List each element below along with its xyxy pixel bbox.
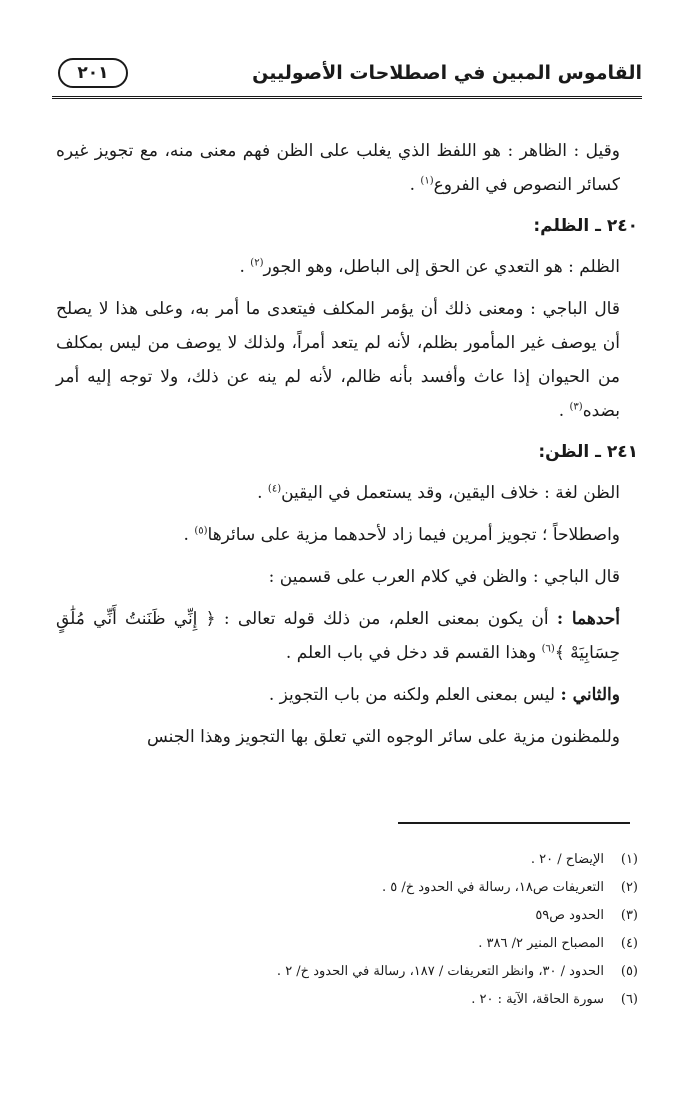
footnote-item: (٤) المصباح المنير ٢/ ٣٨٦ . xyxy=(478,936,638,951)
paragraph-baji-zann: قال الباجي : والظن في كلام العرب على قسمين : xyxy=(268,567,620,587)
running-title: القاموس المبين في اصطلاحات الأصوليين xyxy=(252,62,642,84)
footnote-ref-6[interactable]: (٦) xyxy=(541,643,555,655)
paragraph-first-kind: أحدهما : أن يكون بمعنى العلم، من ذلك قوله تعالى : ﴿ إِنِّي ظَنَنتُ أَنِّي مُلَٰقٍ حِسَابِيَهْ ﴾$^{(٦)}$ وهذا القسم قد دخل في باب العلم . xyxy=(56,609,620,663)
heading-240-zulm: ٢٤٠ ـ الظلم: xyxy=(533,216,638,236)
header-rule xyxy=(52,96,642,99)
paragraph-zann-lugha: الظن لغة : خلاف اليقين، وقد يستعمل في اليقين$^{(٤)}$ . xyxy=(257,483,620,503)
footnote-item: (٢) التعريفات ص١٨، رسالة في الحدود خ/ ٥ . xyxy=(381,880,638,895)
footnote-ref-5[interactable]: (٥) xyxy=(194,525,208,537)
footnote-rule xyxy=(398,822,630,824)
footnote-item: (٥) الحدود / ٣٠، وانظر التعريفات / ١٨٧، رسالة في الحدود خ/ ٢ . xyxy=(276,964,638,979)
footnote-item: (١) الإيضاح / ٢٠ . xyxy=(530,852,638,867)
paragraph-mazanun: وللمظنون مزية على سائر الوجوه التي تعلق بها التجويز وهذا الجنس xyxy=(146,727,620,747)
footnote-ref-2[interactable]: (٢) xyxy=(250,257,264,269)
main-text xyxy=(56,134,638,762)
paragraph-baji-zulm: قال الباجي : ومعنى ذلك أن يؤمر المكلف فيتعدى ما أمر به، وعلى هذا لا يصلح أن يوصف غير المأمور بظلم، لأنه لم يتعد أمراً، ولذلك لا يوصف من ليس بمكلف من الحيوان إذا عاث وأفسد بأنه ظالم، لأنه لم ينه عن ذلك، ولا توجه إليه أمر بضده$^{(٣)}$ . xyxy=(56,299,620,421)
paragraph-dhahir: وقيل : الظاهر : هو اللفظ الذي يغلب على الظن فهم معنى منه، مع تجويز غيره كسائر النصوص في الفروع$^{(١)}$ . xyxy=(56,141,620,195)
footnote-ref-4[interactable]: (٤) xyxy=(267,483,282,495)
footnote-ref-1[interactable]: (١) xyxy=(420,175,434,187)
heading-241-zann: ٢٤١ ـ الظن: xyxy=(538,442,638,462)
footnotes xyxy=(56,846,638,1014)
paragraph-zulm-definition: الظلم : هو التعدي عن الحق إلى الباطل، وهو الجور$^{(٢)}$ . xyxy=(239,257,620,277)
footnote-ref-3[interactable]: (٣) xyxy=(569,401,583,413)
footnote-item: (٣) الحدود ص٥٩ xyxy=(535,908,638,923)
footnote-item: (٦) سورة الحاقة، الآية : ٢٠ . xyxy=(471,992,638,1007)
paragraph-second-kind: والثاني : ليس بمعنى العلم ولكنه من باب التجويز . xyxy=(268,685,620,705)
page-number: ٢٠١ xyxy=(58,58,128,88)
paragraph-zann-istilah: واصطلاحاً ؛ تجويز أمرين فيما زاد لأحدهما مزية على سائرها$^{(٥)}$ . xyxy=(183,525,620,545)
